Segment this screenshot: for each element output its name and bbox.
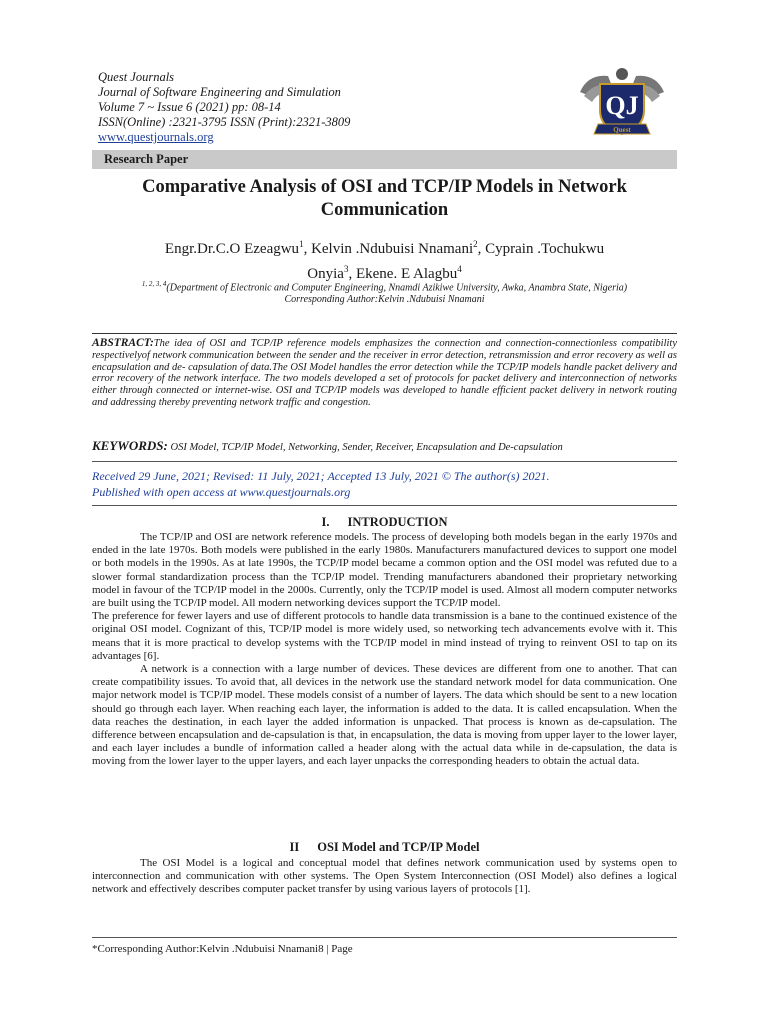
author-4: , Ekene. E Alagbu <box>348 266 458 282</box>
author-2: , Kelvin .Ndubuisi Nnamani <box>303 241 474 257</box>
abstract-text: The idea of OSI and TCP/IP reference models emphasizes the connection and connection-connectionless compatibility respectivelyof network communication between the sender and the receiver in error detection, retransmission and error recovery as well as encapsulation and de- capsulation of data.The OSI Model handles the error detection while the TCP/IP models handle packet delivery and error recovery of the network interface. The two models developed a set of protocols for packet delivery and interconnection of networks either through connected or internet-wise. OSI and TCP/IP models was developed to handle efficient packet delivery in network routing and addressing thereby preventing network traffic and congestion. <box>92 338 677 408</box>
journal-title: Journal of Software Engineering and Simulation <box>98 85 341 99</box>
affiliation-text: (Department of Electronic and Computer Engineering, Nnamdi Azikiwe University, Awka, Anambra State, Nigeria) <box>166 282 628 294</box>
abstract <box>92 338 677 409</box>
received-dates <box>92 468 677 500</box>
author-1: Engr.Dr.C.O Ezeagwu <box>164 241 300 257</box>
section-2-heading <box>92 840 677 855</box>
journal-volume: Volume 7 ~ Issue 6 (2021) pp: 08-14 <box>98 100 281 114</box>
section-2-number: II <box>289 840 300 854</box>
author-4-sup: 4 <box>457 264 462 274</box>
abstract-top-rule <box>92 333 677 334</box>
received-line-1: Received 29 June, 2021; Revised: 11 July, 2021; Accepted 13 July, 2021 © The author(s) 2021. <box>92 469 550 483</box>
section-2-paragraph-1: The OSI Model is a logical and conceptual model that defines network communication used by systems open to interconnection and communication with other systems. The Open System Interconnection (OSI Model) also defines a logical network and effectively describes computer packet transfer by using various layers of protocols [1]. <box>92 857 677 896</box>
footer-rule <box>92 937 677 938</box>
divider-bottom <box>92 505 677 506</box>
journal-url-link[interactable]: www.questjournals.org <box>98 130 214 144</box>
corresponding-author: Corresponding Author:Kelvin .Ndubuisi Nnamani <box>284 293 485 305</box>
journal-info <box>98 70 350 145</box>
page-footer: *Corresponding Author:Kelvin .Ndubuisi Nnamani8 | Page <box>92 943 353 955</box>
affiliation-sups: 1, 2, 3, 4 <box>141 280 167 288</box>
section-1-paragraph-1: The TCP/IP and OSI are network reference models. The process of developing both models began in the early 1970s and ended in the late 1970s. Both models were published in the early 1980s. Manufacturers manufactured devices to support one model or both models in the 1990s. As at late 1990s, the TCP/IP model became a common option and the OSI model was refuted due to a slower formal standardization process than the TCP/IP model. Trending manufacturers abandoned their proprietary networking model in favour of the TCP/IP model in the 2000s. Currently, only the TCP/IP model is used. Almost all modern computer networks are built using the TCP/IP model. All modern networking devices support the TCP/IP model. <box>92 531 677 610</box>
author-3-sup: 3 <box>343 264 349 274</box>
keywords-label: KEYWORDS: <box>92 438 168 453</box>
journal-issn: ISSN(Online) :2321-3795 ISSN (Print):2321-3809 <box>98 115 351 129</box>
quest-logo <box>572 62 672 140</box>
author-3-cont: Onyia <box>307 266 344 282</box>
received-line-2: Published with open access at www.questjournals.org <box>92 485 351 499</box>
keywords <box>92 439 677 455</box>
paper-title: Comparative Analysis of OSI and TCP/IP Models in Network Communication <box>142 177 627 220</box>
section-1-title: INTRODUCTION <box>347 515 448 529</box>
author-list <box>92 234 677 284</box>
section-1-number: I. <box>321 515 330 529</box>
section-2-title: OSI Model and TCP/IP Model <box>317 840 480 854</box>
divider-top <box>92 461 677 462</box>
author-3: , Cyprain .Tochukwu <box>477 241 605 257</box>
author-1-sup: 1 <box>299 239 304 249</box>
journal-name: Quest Journals <box>98 70 175 84</box>
keywords-text: OSI Model, TCP/IP Model, Networking, Sender, Receiver, Encapsulation and De-capsulation <box>167 442 563 453</box>
logo-letters: QJ <box>605 91 639 120</box>
section-1-body <box>92 531 677 769</box>
section-1-heading <box>92 515 677 530</box>
affiliation <box>92 279 677 305</box>
section-2-body <box>92 857 677 897</box>
author-2-sup: 2 <box>473 239 478 249</box>
section-1-paragraph-3: A network is a connection with a large number of devices. These devices are different from one to another. That can create compatibility issues. To avoid that, all devices in the network use the standard network model for data communication. One major network model is TCP/IP model. These models consist of a number of layers. The data which should be sent to a new location should go through each layer. When reaching each layer, the information is added to the data. It is called encapsulation. When the data reaches the destination, in each layer the added information is unpacked. That process is known as de-capsulation. The difference between encapsulation and de-capsulation is that, in encapsulation, the data is moving from upper layer to the lower layer, and each layer includes a bundle of information called a header along with the actual data while in de-capsulation, the data is moving from the lower layer to the upper layers, and each layer unpacks the corresponding headers to obtain the actual data. <box>92 663 677 768</box>
section-1-paragraph-2: The preference for fewer layers and use of different protocols to handle data transmission is a bane to the continued existence of the original OSI model. Cognizant of this, TCP/IP model is more widely used, so networking tech advancements evolve with it. This means that it is more practical to develop systems with the TCP/IP model in mind instead of trying to reinvent OSI to tap on its advantages [6]. <box>92 610 677 662</box>
logo-text: Quest <box>613 126 631 134</box>
research-paper-bar: Research Paper <box>92 150 677 169</box>
abstract-label: ABSTRACT: <box>92 337 154 349</box>
